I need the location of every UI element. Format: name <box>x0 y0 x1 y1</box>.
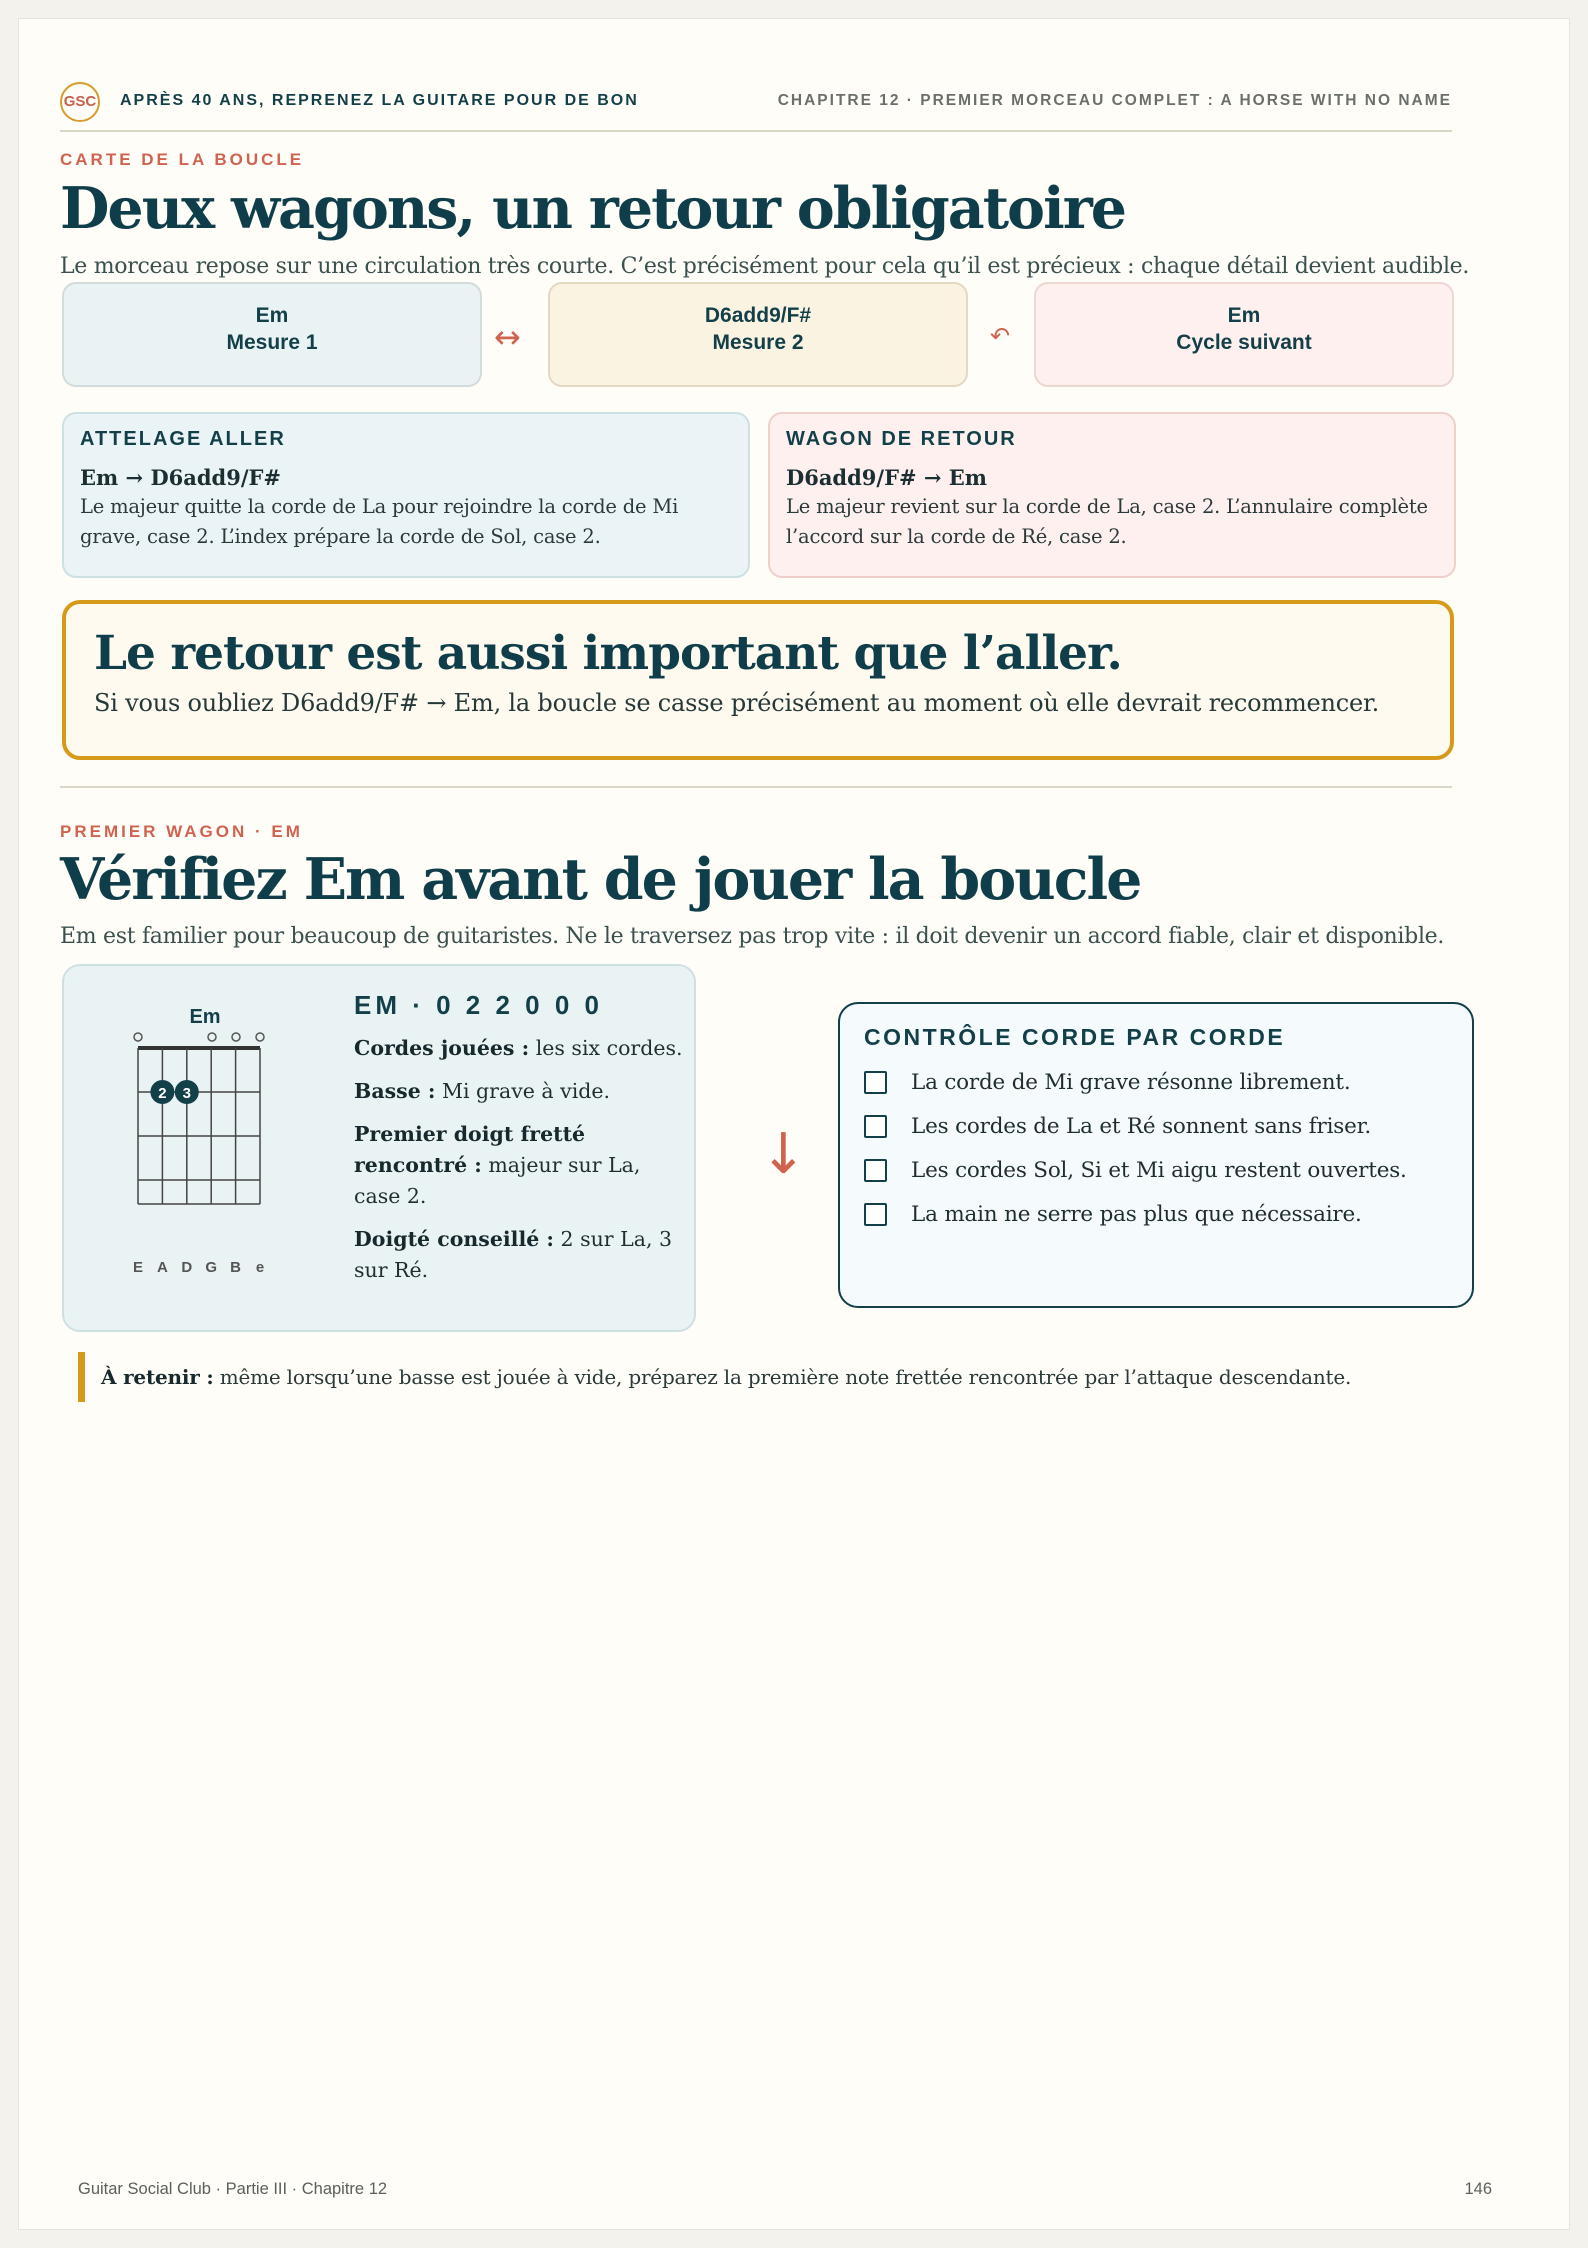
loop-label: Mesure 1 <box>226 331 318 354</box>
footer-breadcrumb: Guitar Social Club · Partie III · Chapitre 12 <box>78 2180 388 2198</box>
checklist-item <box>864 1158 1448 1183</box>
checklist-title: CONTRÔLE CORDE PAR CORDE <box>864 1024 1286 1050</box>
gsc-logo: GSC <box>60 82 100 122</box>
loop-label: Cycle suivant <box>1176 331 1312 354</box>
wagon-subtitle: Em → D6add9/F# <box>80 465 282 490</box>
string-label: D <box>181 1259 193 1276</box>
loop-step-em-next <box>1034 282 1454 387</box>
wagon-card-aller <box>62 412 750 578</box>
key-callout <box>62 600 1454 760</box>
checklist-item-label: Les cordes Sol, Si et Mi aigu restent ouvertes. <box>911 1158 1407 1183</box>
loop-step-d6add9 <box>548 282 968 387</box>
finger-number: 3 <box>182 1085 191 1102</box>
finger-dot-d-string <box>175 1080 199 1104</box>
loop-label: Mesure 2 <box>712 331 804 354</box>
chord-fact: Basse : Mi grave à vide. <box>354 1079 611 1103</box>
section-kicker: PREMIER WAGON · EM <box>60 822 303 841</box>
wagon-body: Le majeur quitte la corde de La pour rejoindre la corde de Mi grave, case 2. L’index prépare la corde de Sol, case 2. <box>80 495 679 548</box>
section-title: Vérifiez Em avant de jouer la boucle <box>60 846 1141 913</box>
checkbox[interactable] <box>864 1115 887 1138</box>
loop-chord: Em <box>1227 304 1261 327</box>
string-checklist <box>838 1002 1474 1308</box>
wagon-card-retour <box>768 412 1456 578</box>
string-label: E <box>132 1259 144 1276</box>
chord-fingering-code: EM · 0 2 2 0 0 0 <box>354 990 603 1020</box>
section-kicker: CARTE DE LA BOUCLE <box>60 150 305 169</box>
callout-body: Si vous oubliez D6add9/F# → Em, la boucle se casse précisément au moment où elle devrait recommencer. <box>94 689 1380 717</box>
book-title: APRÈS 40 ANS, REPRENEZ LA GUITARE POUR DE BON <box>120 92 639 109</box>
finger-dot-a-string <box>150 1080 174 1104</box>
down-arrow-icon: ↓ <box>760 1122 807 1187</box>
wagon-title: ATTELAGE ALLER <box>80 428 286 450</box>
section-title: Deux wagons, un retour obligatoire <box>60 175 1126 242</box>
note-text: même lorsqu’une basse est jouée à vide, préparez la première note frettée rencontrée par l’attaque descendante. <box>219 1365 1352 1389</box>
section-lead: Le morceau repose sur une circulation très courte. C’est précisément pour cela qu’il est précieux : chaque détail devient audible. <box>60 254 1470 279</box>
bidirectional-arrow-icon: ↔ <box>494 318 521 356</box>
em-chord-diagram <box>110 990 270 1290</box>
string-labels <box>133 1259 264 1276</box>
checklist-item <box>864 1070 1448 1095</box>
callout-title: Le retour est aussi important que l’aller. <box>94 626 1122 681</box>
section-lead: Em est familier pour beaucoup de guitaristes. Ne le traversez pas trop vite : il doit devenir un accord fiable, clair et disponible. <box>60 924 1445 949</box>
note-label: À retenir : <box>101 1365 214 1389</box>
diagram-chord-name: Em <box>189 1006 221 1028</box>
chord-info <box>354 990 684 1286</box>
running-header <box>60 62 1452 132</box>
section-divider <box>60 786 1452 788</box>
chord-fact: Doigté conseillé : 2 sur La, 3 sur Ré. <box>354 1227 673 1282</box>
string-label: e <box>255 1259 265 1276</box>
wagon-body: Le majeur revient sur la corde de La, case 2. L’annulaire complète l’accord sur la corde de Ré, case 2. <box>786 495 1428 548</box>
loop-chord: D6add9/F# <box>704 304 812 327</box>
loop-chord: Em <box>255 304 289 327</box>
open-string-markers <box>134 1033 264 1041</box>
chapter-title: CHAPITRE 12 · PREMIER MORCEAU COMPLET : A HORSE WITH NO NAME <box>777 92 1452 109</box>
chord-fact: Cordes jouées : les six cordes. <box>354 1036 683 1060</box>
checkbox[interactable] <box>864 1159 887 1182</box>
loop-step-em <box>62 282 482 387</box>
checkbox[interactable] <box>864 1071 887 1094</box>
em-chord-card <box>62 964 696 1332</box>
finger-number: 2 <box>158 1085 167 1102</box>
checklist-item-label: La main ne serre pas plus que nécessaire. <box>911 1202 1362 1227</box>
checklist-item <box>864 1202 1448 1227</box>
wagon-subtitle: D6add9/F# → Em <box>786 465 988 490</box>
checkbox[interactable] <box>864 1203 887 1226</box>
takeaway-note <box>78 1352 1351 1402</box>
string-label: A <box>156 1259 168 1276</box>
page-number: 146 <box>1464 2180 1492 2198</box>
checklist-item <box>864 1114 1448 1139</box>
string-label: G <box>205 1259 218 1276</box>
wagon-title: WAGON DE RETOUR <box>786 428 1017 450</box>
nut <box>138 1046 260 1050</box>
return-arrow-icon: ↶ <box>990 322 1011 350</box>
checklist-item-label: La corde de Mi grave résonne librement. <box>911 1070 1351 1095</box>
checklist-item-label: Les cordes de La et Ré sonnent sans friser. <box>911 1114 1371 1139</box>
chord-fact: Premier doigt fretté rencontré : majeur sur La, case 2. <box>354 1122 641 1208</box>
frets <box>138 1092 260 1204</box>
string-label: B <box>230 1259 242 1276</box>
